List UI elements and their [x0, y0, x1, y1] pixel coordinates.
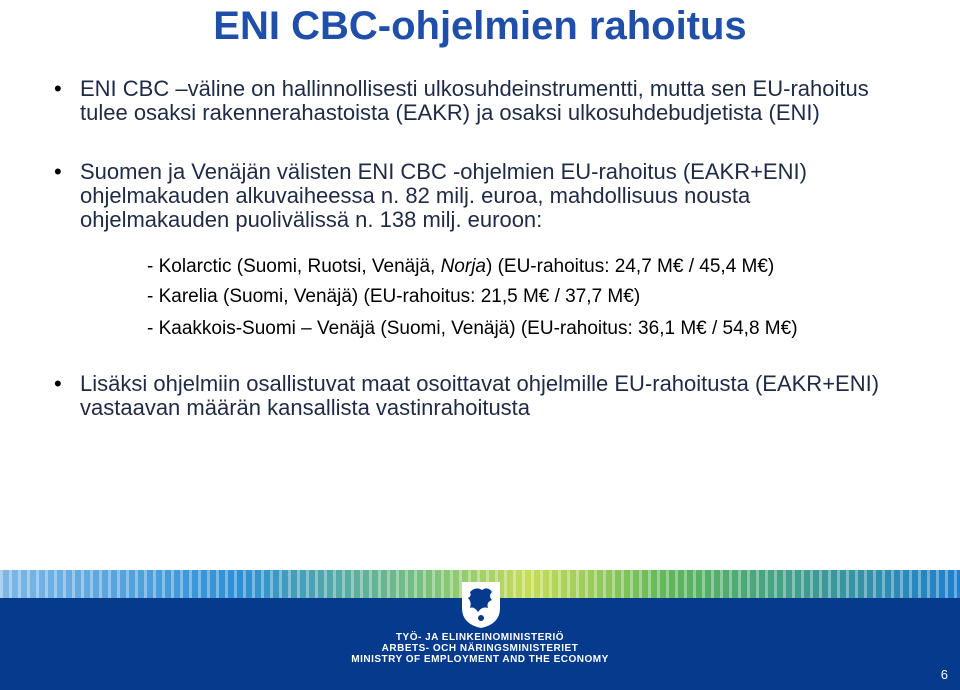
bullet-national-cofinancing: • Lisäksi ohjelmiin osallistuvat maat osoittavat ohjelmille EU-rahoitusta (EAKR+ENI) vastaavan määrän kansallista vastinrahoitusta — [80, 372, 900, 420]
bullet-eni-cbc-instrument: • ENI CBC –väline on hallinnollisesti ulkosuhdeinstrumentti, mutta sen EU-rahoitus tulee osaksi rakennerahastoista (EAKR) ja osaksi ulkosuhdebudjetista (ENI) — [80, 77, 900, 125]
bullet-eu-funding: • Suomen ja Venäjän välisten ENI CBC -ohjelmien EU-rahoitus (EAKR+ENI) ohjelmakauden alkuvaiheessa n. 82 milj. euroa, mahdollisuus nousta ohjelmakauden puolivälissä n. 138 milj. euroon: — [80, 160, 900, 232]
slide-title: ENI CBC-ohjelmien rahoitus — [213, 4, 747, 48]
kolarctic-text-norja: Norja — [440, 256, 486, 277]
page-number: 6 — [940, 667, 948, 682]
subitem-kolarctic — [147, 256, 947, 278]
subitem-kaakkois-suomi: - Kaakkois-Suomi – Venäjä (Suomi, Venäjä) (EU-rahoitus: 36,1 M€ / 54,8 M€) — [147, 318, 798, 339]
kolarctic-text-suffix: ) (EU-rahoitus: 24,7 M€ / 45,4 M€) — [485, 256, 775, 277]
footer-banner — [0, 570, 960, 690]
subitem-karelia: - Karelia (Suomi, Venäjä) (EU-rahoitus: 21,5 M€ / 37,7 M€) — [147, 286, 641, 307]
kolarctic-text-prefix: - Kolarctic (Suomi, Ruotsi, Venäjä, — [147, 256, 441, 277]
ministry-name-sv: ARBETS- OCH NÄRINGSMINISTERIET — [381, 643, 579, 654]
ministry-name-en: MINISTRY OF EMPLOYMENT AND THE ECONOMY — [351, 654, 609, 665]
finnish-lion-icon — [458, 578, 504, 630]
ministry-name-fi: TYÖ- JA ELINKEINOMINISTERIÖ — [395, 632, 565, 643]
